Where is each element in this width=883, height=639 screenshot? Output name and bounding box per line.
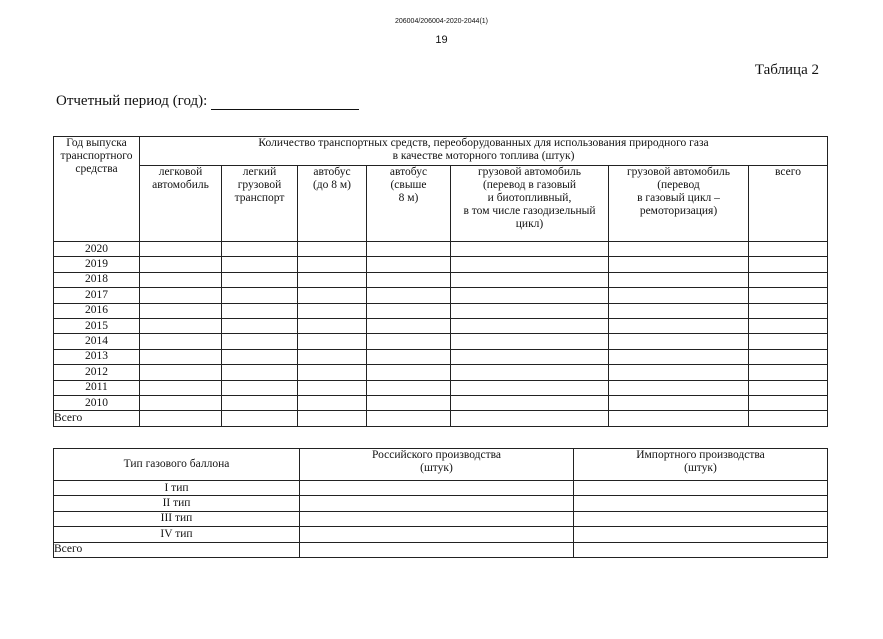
empty-input-cell[interactable]: [609, 303, 749, 318]
empty-input-cell[interactable]: [367, 349, 451, 364]
year-cell: 2013: [54, 349, 140, 364]
table-row: [54, 272, 828, 287]
empty-input-cell[interactable]: [222, 318, 298, 333]
empty-input-cell[interactable]: [300, 527, 574, 542]
empty-input-cell[interactable]: [300, 481, 574, 496]
empty-input-cell[interactable]: [609, 411, 749, 426]
empty-input-cell[interactable]: [749, 395, 828, 410]
empty-input-cell[interactable]: [367, 365, 451, 380]
year-cell: 2019: [54, 257, 140, 272]
empty-input-cell[interactable]: [574, 542, 828, 557]
empty-input-cell[interactable]: [140, 272, 222, 287]
cylinder-type-cell: IV тип: [54, 527, 300, 542]
vehicles-table: [53, 136, 828, 427]
cylinder-type-cell: I тип: [54, 481, 300, 496]
reporting-period: [56, 93, 359, 110]
empty-input-cell[interactable]: [609, 257, 749, 272]
empty-input-cell[interactable]: [749, 272, 828, 287]
table-row: [54, 542, 828, 557]
empty-input-cell[interactable]: [451, 303, 609, 318]
year-cell: 2011: [54, 380, 140, 395]
table-row: [54, 411, 828, 426]
column-header: автобус (до 8 м): [298, 166, 367, 242]
empty-input-cell[interactable]: [749, 257, 828, 272]
empty-input-cell[interactable]: [749, 318, 828, 333]
empty-input-cell[interactable]: [298, 318, 367, 333]
empty-input-cell[interactable]: [300, 496, 574, 511]
column-header: легковой автомобиль: [140, 166, 222, 242]
empty-input-cell[interactable]: [140, 334, 222, 349]
empty-input-cell[interactable]: [451, 272, 609, 287]
year-cell: 2010: [54, 395, 140, 410]
year-cell: 2012: [54, 365, 140, 380]
cylinder-type-header: Тип газового баллона: [54, 449, 300, 481]
empty-input-cell[interactable]: [367, 380, 451, 395]
empty-input-cell[interactable]: [300, 511, 574, 526]
empty-input-cell[interactable]: [451, 365, 609, 380]
empty-input-cell[interactable]: [609, 365, 749, 380]
empty-input-cell[interactable]: [222, 365, 298, 380]
empty-input-cell[interactable]: [367, 272, 451, 287]
empty-input-cell[interactable]: [298, 272, 367, 287]
total-row-label: Всего: [54, 411, 140, 426]
column-header: автобус (свыше 8 м): [367, 166, 451, 242]
table-row: [54, 288, 828, 303]
table-row: [54, 380, 828, 395]
empty-input-cell[interactable]: [298, 242, 367, 257]
gas-cylinder-table: [53, 448, 828, 558]
reporting-period-field[interactable]: [211, 95, 359, 110]
empty-input-cell[interactable]: [298, 257, 367, 272]
empty-input-cell[interactable]: [140, 257, 222, 272]
import-production-header: Импортного производства (штук): [574, 449, 828, 481]
table-row: [54, 511, 828, 526]
reporting-period-label: Отчетный период (год):: [56, 93, 208, 109]
empty-input-cell[interactable]: [140, 318, 222, 333]
year-cell: 2017: [54, 288, 140, 303]
empty-input-cell[interactable]: [222, 288, 298, 303]
empty-input-cell[interactable]: [140, 303, 222, 318]
empty-input-cell[interactable]: [222, 334, 298, 349]
empty-input-cell[interactable]: [140, 349, 222, 364]
empty-input-cell[interactable]: [367, 318, 451, 333]
empty-input-cell[interactable]: [298, 411, 367, 426]
empty-input-cell[interactable]: [451, 395, 609, 410]
empty-input-cell[interactable]: [140, 365, 222, 380]
empty-input-cell[interactable]: [451, 257, 609, 272]
empty-input-cell[interactable]: [451, 349, 609, 364]
empty-input-cell[interactable]: [574, 527, 828, 542]
empty-input-cell[interactable]: [749, 380, 828, 395]
empty-input-cell[interactable]: [140, 288, 222, 303]
table-label: Таблица 2: [754, 62, 819, 78]
empty-input-cell[interactable]: [574, 511, 828, 526]
table-row: [54, 257, 828, 272]
empty-input-cell[interactable]: [574, 481, 828, 496]
russian-production-header: Российского производства (штук): [300, 449, 574, 481]
empty-input-cell[interactable]: [609, 395, 749, 410]
empty-input-cell[interactable]: [451, 334, 609, 349]
empty-input-cell[interactable]: [609, 349, 749, 364]
empty-input-cell[interactable]: [140, 242, 222, 257]
empty-input-cell[interactable]: [749, 334, 828, 349]
empty-input-cell[interactable]: [451, 288, 609, 303]
empty-input-cell[interactable]: [609, 242, 749, 257]
empty-input-cell[interactable]: [609, 272, 749, 287]
empty-input-cell[interactable]: [140, 380, 222, 395]
empty-input-cell[interactable]: [367, 395, 451, 410]
empty-input-cell[interactable]: [222, 257, 298, 272]
empty-input-cell[interactable]: [609, 334, 749, 349]
page-number: 19: [435, 34, 448, 46]
empty-input-cell[interactable]: [298, 288, 367, 303]
cylinder-type-cell: III тип: [54, 511, 300, 526]
empty-input-cell[interactable]: [222, 272, 298, 287]
year-cell: 2014: [54, 334, 140, 349]
empty-input-cell[interactable]: [367, 242, 451, 257]
empty-input-cell[interactable]: [574, 496, 828, 511]
empty-input-cell[interactable]: [298, 303, 367, 318]
year-cell: 2018: [54, 272, 140, 287]
empty-input-cell[interactable]: [298, 349, 367, 364]
year-cell: 2020: [54, 242, 140, 257]
empty-input-cell[interactable]: [222, 242, 298, 257]
document-id: 206004/206004-2020-2044(1): [394, 18, 489, 25]
empty-input-cell[interactable]: [749, 242, 828, 257]
empty-input-cell[interactable]: [749, 303, 828, 318]
empty-input-cell[interactable]: [749, 288, 828, 303]
cylinder-type-cell: II тип: [54, 496, 300, 511]
empty-input-cell[interactable]: [367, 411, 451, 426]
table-row: [54, 303, 828, 318]
empty-input-cell[interactable]: [222, 395, 298, 410]
empty-input-cell[interactable]: [140, 411, 222, 426]
column-header: легкий грузовой транспорт: [222, 166, 298, 242]
empty-input-cell[interactable]: [222, 411, 298, 426]
column-header: грузовой автомобиль (перевод в газовый цикл – ремоторизация): [609, 166, 749, 242]
column-header: грузовой автомобиль (перевод в газовый и биотопливный, в том числе газодизельный цикл): [451, 166, 609, 242]
year-cell: 2016: [54, 303, 140, 318]
table-row: [54, 395, 828, 410]
table-row: [54, 334, 828, 349]
table-row: [54, 242, 828, 257]
year-cell: 2015: [54, 318, 140, 333]
empty-input-cell[interactable]: [140, 395, 222, 410]
empty-input-cell[interactable]: [609, 380, 749, 395]
empty-input-cell[interactable]: [298, 365, 367, 380]
empty-input-cell[interactable]: [222, 303, 298, 318]
empty-input-cell[interactable]: [300, 542, 574, 557]
table-row: [54, 527, 828, 542]
empty-input-cell[interactable]: [222, 380, 298, 395]
empty-input-cell[interactable]: [298, 380, 367, 395]
empty-input-cell[interactable]: [222, 349, 298, 364]
empty-input-cell[interactable]: [749, 349, 828, 364]
empty-input-cell[interactable]: [367, 334, 451, 349]
empty-input-cell[interactable]: [451, 242, 609, 257]
table-row: [54, 496, 828, 511]
empty-input-cell[interactable]: [367, 303, 451, 318]
empty-input-cell[interactable]: [749, 365, 828, 380]
table-row: [54, 349, 828, 364]
empty-input-cell[interactable]: [451, 318, 609, 333]
empty-input-cell[interactable]: [367, 288, 451, 303]
year-header: Год выпуска транспортного средства: [54, 137, 140, 242]
empty-input-cell[interactable]: [298, 395, 367, 410]
column-header: всего: [749, 166, 828, 242]
empty-input-cell[interactable]: [367, 257, 451, 272]
table-row: [54, 318, 828, 333]
empty-input-cell[interactable]: [749, 411, 828, 426]
total-row-label: Всего: [54, 542, 300, 557]
empty-input-cell[interactable]: [609, 318, 749, 333]
empty-input-cell[interactable]: [298, 334, 367, 349]
empty-input-cell[interactable]: [451, 411, 609, 426]
table-row: [54, 365, 828, 380]
empty-input-cell[interactable]: [451, 380, 609, 395]
vehicles-group-header: Количество транспортных средств, переоборудованных для использования природного газа в качестве моторного топлива (штук): [140, 137, 828, 166]
empty-input-cell[interactable]: [609, 288, 749, 303]
table-row: [54, 481, 828, 496]
